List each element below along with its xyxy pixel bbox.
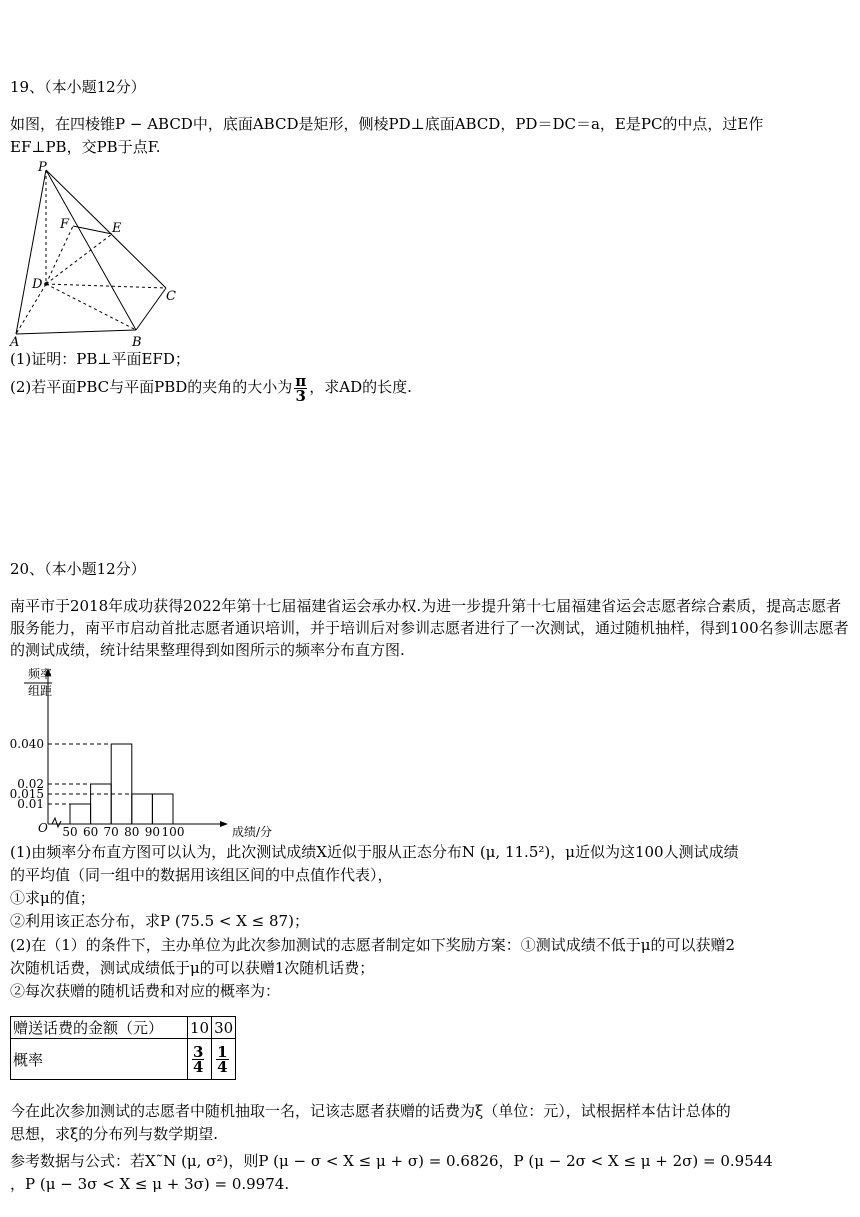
q20-sub1: ①求μ的值； [10,889,95,907]
frac-denominator: 3 [295,386,306,405]
frac-numerator: 3 [193,1042,204,1061]
q20-header: 20、（本小题12分） [10,560,146,578]
point-d [44,282,48,286]
q19-part1: (1)证明：PB⊥平面EFD； [10,350,190,368]
q20-ref-line2: ，P (μ − 3σ < X ≤ μ + 3σ) = 0.9974. [10,1175,290,1193]
x-tick-label: 70 [103,825,119,839]
q19-header: 19、（本小题12分） [10,78,146,96]
pyramid-figure [8,158,188,348]
prob-cell-1-4 [212,1039,236,1080]
y-tick-label: 0.015 [9,787,44,801]
q20-stem: 南平市于2018年成功获得2022年第十七届福建省运会承办权.为进一步提升第十七届福建省运会志愿者综合素质，提高志愿者服务能力，南平市启动首批志愿者通识培训，并于培训后对参训志愿者进行了一次测试，通过随机抽样，得到100名参训志愿者的测试成绩，统计结果整理得到如图所示的频率分布直方图. [10,597,849,659]
x-tick-label: 50 [62,825,78,839]
table-row [11,1017,236,1039]
edge-pa [16,170,46,334]
edge-dc [46,284,166,288]
pi-over-3-fraction [294,371,307,405]
q20-final-line1: 今在此次参加测试的志愿者中随机抽取一名，记该志愿者获赠的话费为ξ（单位：元），试根据样本估计总体的 [10,1102,731,1120]
frac-numerator: 1 [217,1042,228,1061]
x-tick-label: 90 [144,825,161,839]
label-b: B [132,335,142,350]
q19-part2-post: ，求AD的长度. [309,378,412,396]
q20-sub2: ②利用该正态分布，求P (75.5 < X ≤ 87)； [10,912,309,930]
histogram-bar [70,804,91,824]
x-tick-label: 80 [124,825,140,839]
q20-part1-line1: (1)由频率分布直方图可以认为，此次测试成绩X近似于服从正态分布N (μ, 11.5²)，μ近似为这100人测试成绩 [10,843,739,861]
ylabel-denominator: 组距 [28,684,53,698]
prob-fraction [216,1042,228,1076]
label-d: D [32,277,43,292]
label-c: C [166,289,176,304]
q19-part2-pre: (2)若平面PBC与平面PBD的夹角的大小为 [10,378,293,396]
q20-part2-line1: (2)在（1）的条件下，主办单位为此次参加测试的志愿者制定如下奖励方案：①测试成绩不低于μ的可以获赠2 [10,936,736,954]
histogram-bar [111,744,132,824]
q19-stem-line1: 如图，在四棱锥P − ABCD中，底面ABCD是矩形，侧棱PD⊥底面ABCD，PD＝DC＝a，E是PC的中点，过E作 [10,115,764,133]
origin-label: O [38,821,48,835]
q19-stem-line2: EF⊥PB，交PB于点F. [10,138,161,156]
histogram-bar [91,784,112,824]
award-table [10,1016,236,1080]
prob-label-cell: 概率 [11,1039,188,1080]
q20-ref-line1: 参考数据与公式：若X˜N (μ, σ²)，则P (μ − σ < X ≤ μ + σ) = 0.6826，P (μ − 2σ < X ≤ μ + 2σ) = 0.9544 [10,1152,773,1170]
axis-break [52,818,61,827]
y-tick-label: 0.02 [17,777,44,791]
x-axis-arrow [220,821,228,827]
edge-de [46,234,112,284]
frequency-histogram [8,658,273,840]
label-f: F [60,217,70,232]
x-tick-label: 60 [82,825,99,839]
label-p: P [38,160,47,175]
edge-ab [16,330,136,334]
label-a: A [10,335,20,350]
label-e: E [112,221,122,236]
table-row [11,1039,236,1080]
q19-part2 [10,372,412,403]
ylabel-numerator: 频率 [28,667,53,681]
frac-denominator: 4 [193,1057,204,1076]
frac-numerator: π [295,371,307,390]
edge-bc [136,288,166,330]
q20-final-line2: 思想，求ξ的分布列与数学期望. [10,1125,219,1143]
y-tick-label: 0.01 [17,797,44,811]
prob-fraction [192,1042,204,1076]
q20-part1-line2: 的平均值（同一组中的数据用该组区间的中点值作代表）， [10,866,393,884]
x-axis-label: 成绩/分 [232,825,273,839]
amount-cell-30: 30 [212,1017,236,1039]
y-tick-label: 0.040 [9,737,44,751]
histogram-bar [132,794,153,824]
q20-part2-line3: ②每次获赠的随机话费和对应的概率为： [10,982,281,1000]
q20-part2-line2: 次随机话费，测试成绩低于μ的可以获赠1次随机话费； [10,959,375,977]
x-tick-label: 100 [161,825,185,839]
amount-cell-10: 10 [188,1017,212,1039]
amount-label-cell: 赠送话费的金额（元） [11,1017,188,1039]
histogram-bar [152,794,173,824]
frac-denominator: 4 [217,1057,228,1076]
edge-df [46,226,73,284]
edge-fe [73,226,112,234]
prob-cell-3-4 [188,1039,212,1080]
